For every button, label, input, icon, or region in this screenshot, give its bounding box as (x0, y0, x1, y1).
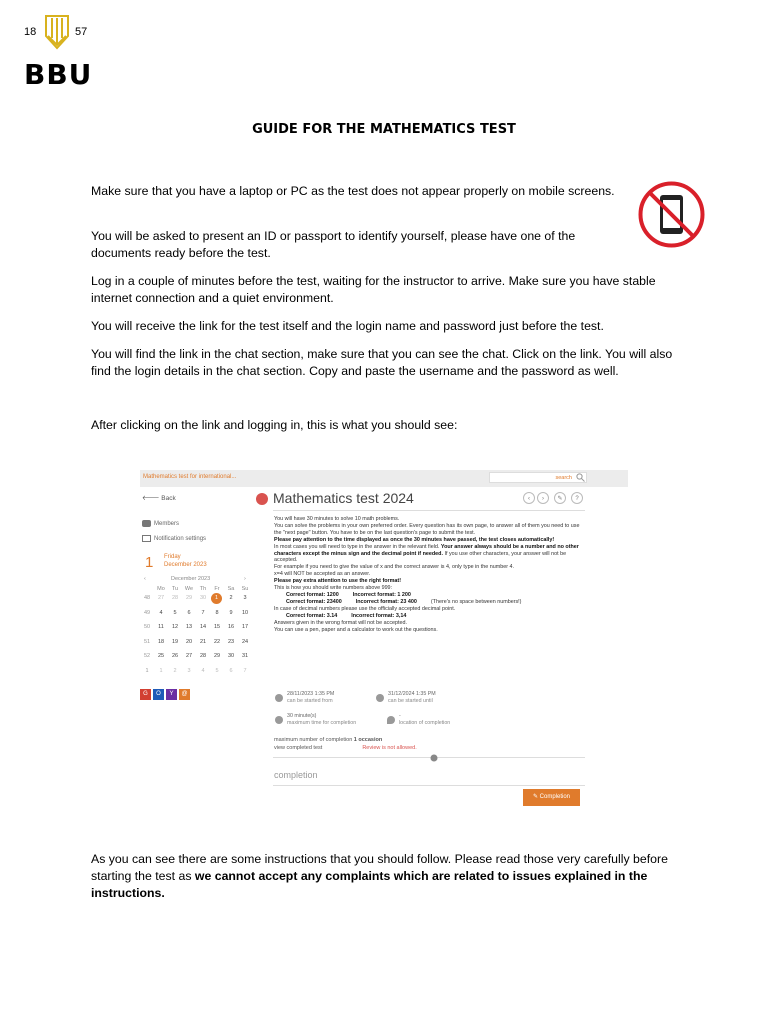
warning-text: As you can see there are some instructions that you should follow. Please read those very carefully before starting the test as (91, 852, 668, 883)
instruction-line: Answers given in the wrong format will not be accepted. (274, 619, 408, 626)
calendar-day[interactable]: 24 (241, 638, 249, 645)
calendar-day[interactable]: 30 (227, 653, 235, 659)
yahoo-icon[interactable]: Y (166, 689, 177, 700)
duration (287, 713, 356, 727)
calendar-day[interactable]: 13 (185, 624, 193, 630)
start-value: 28/11/2023 1:35 PM (287, 691, 335, 697)
paragraph-after-login: After clicking on the link and logging in, this is what you should see: (91, 418, 458, 432)
completion-section-label: completion (274, 770, 318, 780)
calendar-day[interactable]: 15 (213, 624, 221, 630)
calendar-day[interactable]: 28 (171, 595, 179, 601)
chevron-down-icon[interactable] (430, 754, 438, 762)
completion-button[interactable] (523, 789, 580, 806)
view-value: Review is not allowed. (362, 745, 417, 751)
calendar-day[interactable]: 10 (241, 609, 249, 616)
calendar-day[interactable]: 2 (173, 667, 177, 674)
calendar-next-button[interactable]: › (244, 576, 246, 582)
location-label: location of completion (399, 720, 451, 726)
pencil-icon: ✎ (532, 794, 540, 800)
incorrect-format: Incorrect format: 1 200 (352, 591, 411, 598)
envelope-icon (142, 535, 151, 542)
instruction-line: This is how you should write numbers above 999: (274, 585, 393, 592)
incorrect-format: Incorrect format: 3,14 (351, 612, 407, 619)
location-pin-icon (387, 716, 395, 724)
crest-icon (44, 14, 70, 50)
duration-label: maximum time for completion (287, 720, 357, 726)
instruction-line: You will have 30 minutes to solve 10 math problems. (274, 516, 400, 522)
logo-year-left: 18 (24, 26, 37, 38)
weekday-label: We (184, 586, 194, 592)
calendar-day[interactable]: 5 (173, 609, 177, 616)
google-plus-icon[interactable]: G (140, 689, 151, 700)
until-value: 31/12/2024 1:35 PM (388, 691, 436, 697)
instruction-line: Please pay extra attention to use the right format! (274, 578, 402, 585)
instruction-line: x=4 will NOT be accepted as an answer. (274, 571, 371, 578)
breadcrumb[interactable]: Mathematics test for international... (143, 474, 237, 480)
calendar-day[interactable]: 21 (199, 638, 207, 645)
calendar-day[interactable]: 31 (241, 653, 249, 659)
members-link[interactable] (142, 520, 179, 527)
paragraph-chat: You will find the link in the chat section, make sure that you can see the chat. Click on the link. You will also find the login details in the chat section. Copy and paste the username and the password as well. (91, 347, 673, 378)
calendar-day[interactable]: 1 (211, 593, 222, 604)
email-icon[interactable]: @ (179, 689, 190, 700)
next-icon[interactable]: › (537, 492, 549, 504)
instruction-line: In case of decimal numbers please use the officially accepted decimal point. (274, 605, 456, 612)
date-month: December 2023 (164, 562, 207, 568)
date-day: 1 (145, 554, 154, 571)
completion-button-label: Completion (539, 794, 571, 800)
calendar-prev-button[interactable]: ‹ (144, 576, 146, 582)
notification-label: Notification settings (154, 536, 207, 543)
week-number: 52 (143, 653, 151, 659)
instruction-line: If you use other characters, your answer will not be accepted. (274, 550, 567, 564)
instruction-line: In most cases you will need to type in the answer in the relevant field. (274, 543, 441, 550)
instruction-line: You can use a pen, paper and a calculator to work out the questions. (274, 626, 438, 633)
weekday-label: Th (199, 586, 207, 592)
logo-year-right: 57 (75, 26, 88, 38)
calendar-day[interactable]: 17 (241, 624, 249, 630)
arrow-left-icon: 🡐 (142, 495, 162, 502)
max-label: maximum number of completion (274, 737, 353, 743)
paragraph-link: You will receive the link for the test itself and the login name and password just before the test. (91, 319, 604, 333)
search-icon[interactable] (576, 473, 585, 482)
divider (273, 785, 585, 786)
weekday-label: Sa (227, 586, 235, 592)
instruction-line: Please pay attention to the time displayed as once the 30 minutes have passed, the test closes automatically! (274, 536, 555, 543)
completion-rules (274, 736, 417, 752)
share-buttons (140, 682, 192, 700)
incorrect-format: Incorrect format: 23 400 (355, 598, 417, 605)
title-divider (273, 510, 585, 511)
help-icon[interactable]: ? (571, 492, 583, 504)
calendar-day[interactable]: 3 (187, 667, 191, 674)
calendar-day[interactable]: 18 (157, 638, 165, 645)
notification-settings-link[interactable] (142, 535, 206, 542)
calendar-day[interactable]: 7 (201, 609, 205, 616)
calendar-day[interactable]: 29 (213, 653, 221, 659)
document-title: GUIDE FOR THE MATHEMATICS TEST (252, 122, 516, 137)
start-label: can be started from (287, 698, 333, 704)
weekday-label: Fr (214, 586, 220, 592)
test-instructions (274, 516, 586, 633)
timer-icon (275, 716, 283, 724)
location (399, 713, 450, 727)
calendar-day[interactable]: 30 (199, 595, 207, 601)
calendar-day[interactable]: 27 (157, 595, 165, 601)
calendar-day[interactable]: 1 (159, 667, 163, 674)
week-number: 1 (145, 667, 149, 674)
calendar-day[interactable]: 7 (243, 667, 247, 674)
test-page-screenshot (140, 470, 628, 808)
correct-format: Correct format: 1200 (286, 591, 339, 598)
date-weekday: Friday (164, 554, 181, 560)
calendar-day[interactable]: 14 (199, 624, 207, 630)
edit-icon[interactable]: ✎ (554, 492, 566, 504)
paragraph-instructions-warning (91, 851, 681, 902)
weekday-label: Su (241, 586, 249, 592)
calendar-day[interactable]: 2 (229, 595, 233, 601)
warning-bold-text: we cannot accept any complaints which are related to issues explained in the instructions. (91, 869, 648, 900)
calendar-day[interactable]: 20 (185, 638, 193, 645)
calendar-day[interactable]: 4 (159, 609, 163, 616)
calendar-day[interactable]: 25 (157, 653, 165, 659)
week-number: 51 (143, 638, 151, 645)
duration-value: 30 minute(s) (287, 713, 317, 719)
members-icon (142, 520, 151, 527)
logo-wordmark: BBU (24, 58, 93, 91)
calendar-day[interactable]: 19 (171, 638, 179, 645)
start-until (388, 691, 436, 705)
calendar-title: December 2023 (171, 576, 211, 582)
calendar-day[interactable]: 16 (227, 624, 235, 630)
search-input[interactable]: search (489, 472, 587, 483)
bbu-logo (24, 14, 94, 94)
outlook-icon[interactable]: O (153, 689, 164, 700)
calendar-day[interactable]: 6 (229, 667, 233, 674)
test-title (273, 490, 414, 506)
back-link[interactable] (142, 494, 176, 502)
week-number: 50 (143, 624, 151, 630)
clock-icon (376, 694, 384, 702)
calendar-day[interactable]: 4 (201, 667, 205, 674)
calendar-day[interactable]: 5 (215, 667, 219, 674)
calendar-day[interactable]: 22 (213, 638, 221, 645)
location-value: - (399, 713, 401, 719)
calendar-day[interactable]: 26 (171, 653, 179, 659)
back-label: Back (161, 495, 176, 502)
start-from (287, 691, 334, 705)
calendar-day[interactable]: 9 (229, 609, 233, 616)
divider (273, 757, 585, 758)
calendar-day[interactable]: 11 (158, 624, 164, 630)
weekday-label: Tu (171, 586, 179, 592)
clock-icon (275, 694, 283, 702)
test-icon (256, 493, 268, 505)
top-bar (140, 470, 628, 487)
previous-icon[interactable]: ‹ (523, 492, 535, 504)
format-note: (There's no space between numbers!) (430, 598, 522, 605)
instruction-line: You can solve the problems in your own preferred order. Every question has its own page, to answer all of them you need to use the "next page" button. You have to be on the last question's page to submit the test. (274, 522, 580, 536)
week-number: 48 (143, 595, 151, 601)
correct-format: Correct format: 3.14 (286, 612, 338, 619)
no-mobile-phone-icon (636, 181, 707, 248)
instruction-line: For example if you need to give the value of x and the correct answer is 4, only type in the number 4. (274, 564, 515, 571)
calendar-day[interactable]: 29 (185, 595, 193, 601)
date-text (164, 553, 207, 569)
week-number: 49 (143, 609, 151, 616)
until-label: can be started until (388, 698, 433, 704)
max-value: 1 occasion (353, 737, 383, 743)
calendar-day[interactable]: 27 (185, 653, 193, 659)
calendar-day[interactable]: 28 (199, 653, 207, 659)
paragraph-login: Log in a couple of minutes before the test, waiting for the instructor to arrive. Make sure you have stable internet connection and a quiet environment. (91, 274, 656, 305)
calendar-day[interactable]: 23 (227, 638, 235, 645)
test-title-text: Mathematics test 2024 (273, 490, 414, 506)
paragraph-id: You will be asked to present an ID or passport to identify yourself, please have one of the documents ready before the test. (91, 229, 576, 260)
instruction-line: Your answer always should be a number and no other characters except the minus sign and the decimal point if needed. (274, 543, 579, 557)
calendar-day[interactable]: 6 (187, 609, 191, 616)
correct-format: Correct format: 23400 (286, 598, 342, 605)
view-label: view completed test (274, 745, 323, 751)
members-label: Members (154, 521, 180, 528)
weekday-label: Mo (157, 586, 165, 592)
calendar-day[interactable]: 3 (243, 595, 247, 601)
calendar-day[interactable]: 12 (171, 624, 179, 630)
paragraph-device: Make sure that you have a laptop or PC as the test does not appear properly on mobile screens. (91, 184, 615, 198)
calendar-day[interactable]: 8 (215, 609, 219, 616)
